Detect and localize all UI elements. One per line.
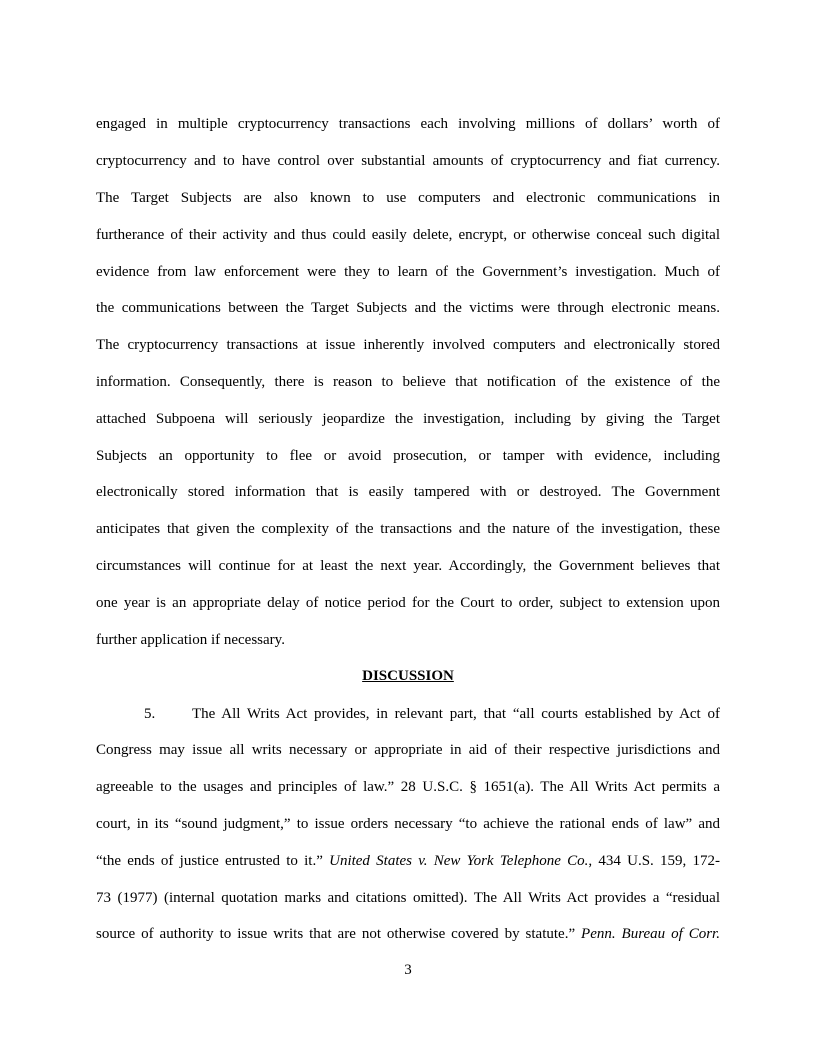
body-text-line: Congress may issue all writs necessary or appropriate in aid of their respective jurisdictions and (96, 742, 720, 758)
body-text-line: furtherance of their activity and thus could easily delete, encrypt, or otherwise conceal such digital (96, 227, 720, 243)
body-text-line: information. Consequently, there is reason to believe that notification of the existence of the (96, 374, 720, 390)
body-text-line: further application if necessary. (96, 632, 285, 648)
body-text-line: the communications between the Target Subjects and the victims were through electronic means. (96, 300, 720, 316)
body-text-line: 73 (1977) (internal quotation marks and citations omitted). The All Writs Act provides a “residual (96, 890, 720, 906)
case-citation: United States v. New York Telephone Co. (329, 853, 589, 869)
section-heading: DISCUSSION (362, 668, 454, 684)
body-text-line: attached Subpoena will seriously jeopardize the investigation, including by giving the Target (96, 411, 720, 427)
body-text-line: engaged in multiple cryptocurrency transactions each involving millions of dollars’ worth of (96, 116, 720, 132)
body-text-line: one year is an appropriate delay of notice period for the Court to order, subject to extension upon (96, 595, 720, 611)
body-text-line: court, in its “sound judgment,” to issue orders necessary “to achieve the rational ends of law” and (96, 816, 720, 832)
case-citation: Penn. Bureau of Corr. (581, 926, 720, 942)
body-text-line: evidence from law enforcement were they to learn of the Government’s investigation. Much of (96, 264, 720, 280)
text-segment: , 434 U.S. 159, 172- (588, 853, 720, 869)
body-text-line: electronically stored information that is easily tampered with or destroyed. The Government (96, 484, 720, 500)
page-number: 3 (404, 962, 412, 978)
body-text-line: The cryptocurrency transactions at issue inherently involved computers and electronically stored (96, 337, 720, 353)
body-text-line: agreeable to the usages and principles of law.” 28 U.S.C. § 1651(a). The All Writs Act permits a (96, 779, 720, 795)
body-text-line: cryptocurrency and to have control over substantial amounts of cryptocurrency and fiat currency. (96, 153, 720, 169)
body-text-line: anticipates that given the complexity of the transactions and the nature of the investigation, these (96, 521, 720, 537)
body-text-line: The Target Subjects are also known to use computers and electronic communications in (96, 190, 720, 206)
body-text-line: circumstances will continue for at least the next year. Accordingly, the Government believes that (96, 558, 720, 574)
paragraph-number: 5. (144, 706, 156, 722)
text-segment: source of authority to issue writs that are not otherwise covered by statute.” (96, 926, 582, 942)
body-text-line-with-citation (96, 925, 720, 943)
text-segment: “the ends of justice entrusted to it.” (96, 853, 330, 869)
body-text-line: The All Writs Act provides, in relevant part, that “all courts established by Act of (192, 706, 720, 722)
body-text-line-with-citation (96, 852, 720, 870)
body-text-line: Subjects an opportunity to flee or avoid prosecution, or tamper with evidence, including (96, 448, 720, 464)
